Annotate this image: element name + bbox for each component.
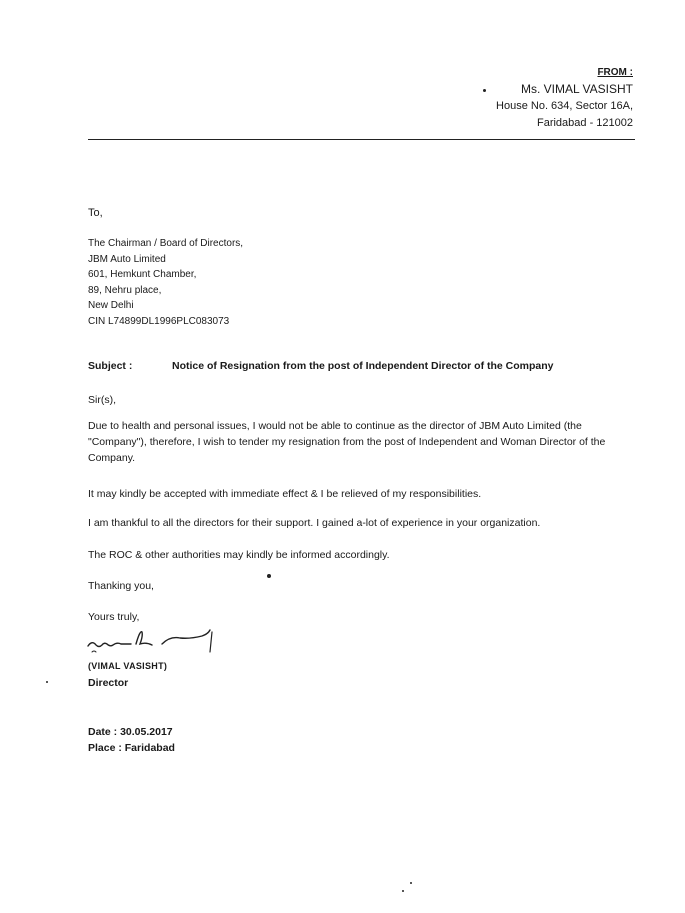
subject-text: Notice of Resignation from the post of Independent Director of the Company bbox=[172, 360, 554, 372]
sender-block bbox=[496, 64, 633, 132]
signatory-title: Director bbox=[88, 677, 129, 689]
recipient-line: The Chairman / Board of Directors, bbox=[88, 238, 244, 249]
salutation: Sir(s), bbox=[88, 394, 116, 406]
recipient-line: New Delhi bbox=[88, 300, 134, 311]
sender-name: Ms. VIMAL VASISHT bbox=[520, 82, 633, 96]
scan-speck bbox=[46, 681, 48, 683]
header-divider bbox=[88, 139, 635, 140]
from-label: FROM : bbox=[597, 67, 633, 78]
recipient-cin: CIN L74899DL1996PLC083073 bbox=[88, 315, 230, 327]
closing-yours-truly: Yours truly, bbox=[88, 611, 140, 623]
recipient-line: 601, Hemkunt Chamber, bbox=[88, 269, 197, 280]
body-paragraph: The ROC & other authorities may kindly be informed accordingly. bbox=[88, 549, 390, 561]
sender-address-line-2: Faridabad - 121002 bbox=[536, 117, 633, 129]
scan-speck bbox=[402, 890, 404, 892]
subject-line bbox=[88, 360, 554, 372]
to-label: To, bbox=[88, 207, 103, 219]
recipient-address bbox=[88, 236, 243, 329]
recipient-line: JBM Auto Limited bbox=[88, 253, 166, 265]
closing-thanks: Thanking you, bbox=[88, 580, 154, 592]
subject-label: Subject : bbox=[88, 360, 133, 372]
body-paragraph: Due to health and personal issues, I would not be able to continue as the director of JBM Auto Limited (the "Company"), therefore, I wish to tender my resignation from the post of Independent and Woman Director of the Company. bbox=[88, 420, 606, 464]
scan-speck bbox=[483, 89, 486, 92]
body-paragraph: It may kindly be accepted with immediate effect & I be relieved of my responsibilities. bbox=[88, 488, 482, 500]
letter-date: Date : 30.05.2017 bbox=[88, 726, 173, 738]
body-paragraph: I am thankful to all the directors for their support. I gained a-lot of experience in your organization. bbox=[88, 517, 541, 529]
scan-speck bbox=[410, 882, 412, 884]
handwritten-signature bbox=[84, 626, 224, 660]
signatory-name: (VIMAL VASISHT) bbox=[88, 661, 168, 671]
sender-address-line-1: House No. 634, Sector 16A, bbox=[496, 100, 633, 112]
letter-place: Place : Faridabad bbox=[88, 742, 175, 754]
recipient-line: 89, Nehru place, bbox=[88, 284, 162, 296]
date-place-block bbox=[88, 724, 175, 756]
